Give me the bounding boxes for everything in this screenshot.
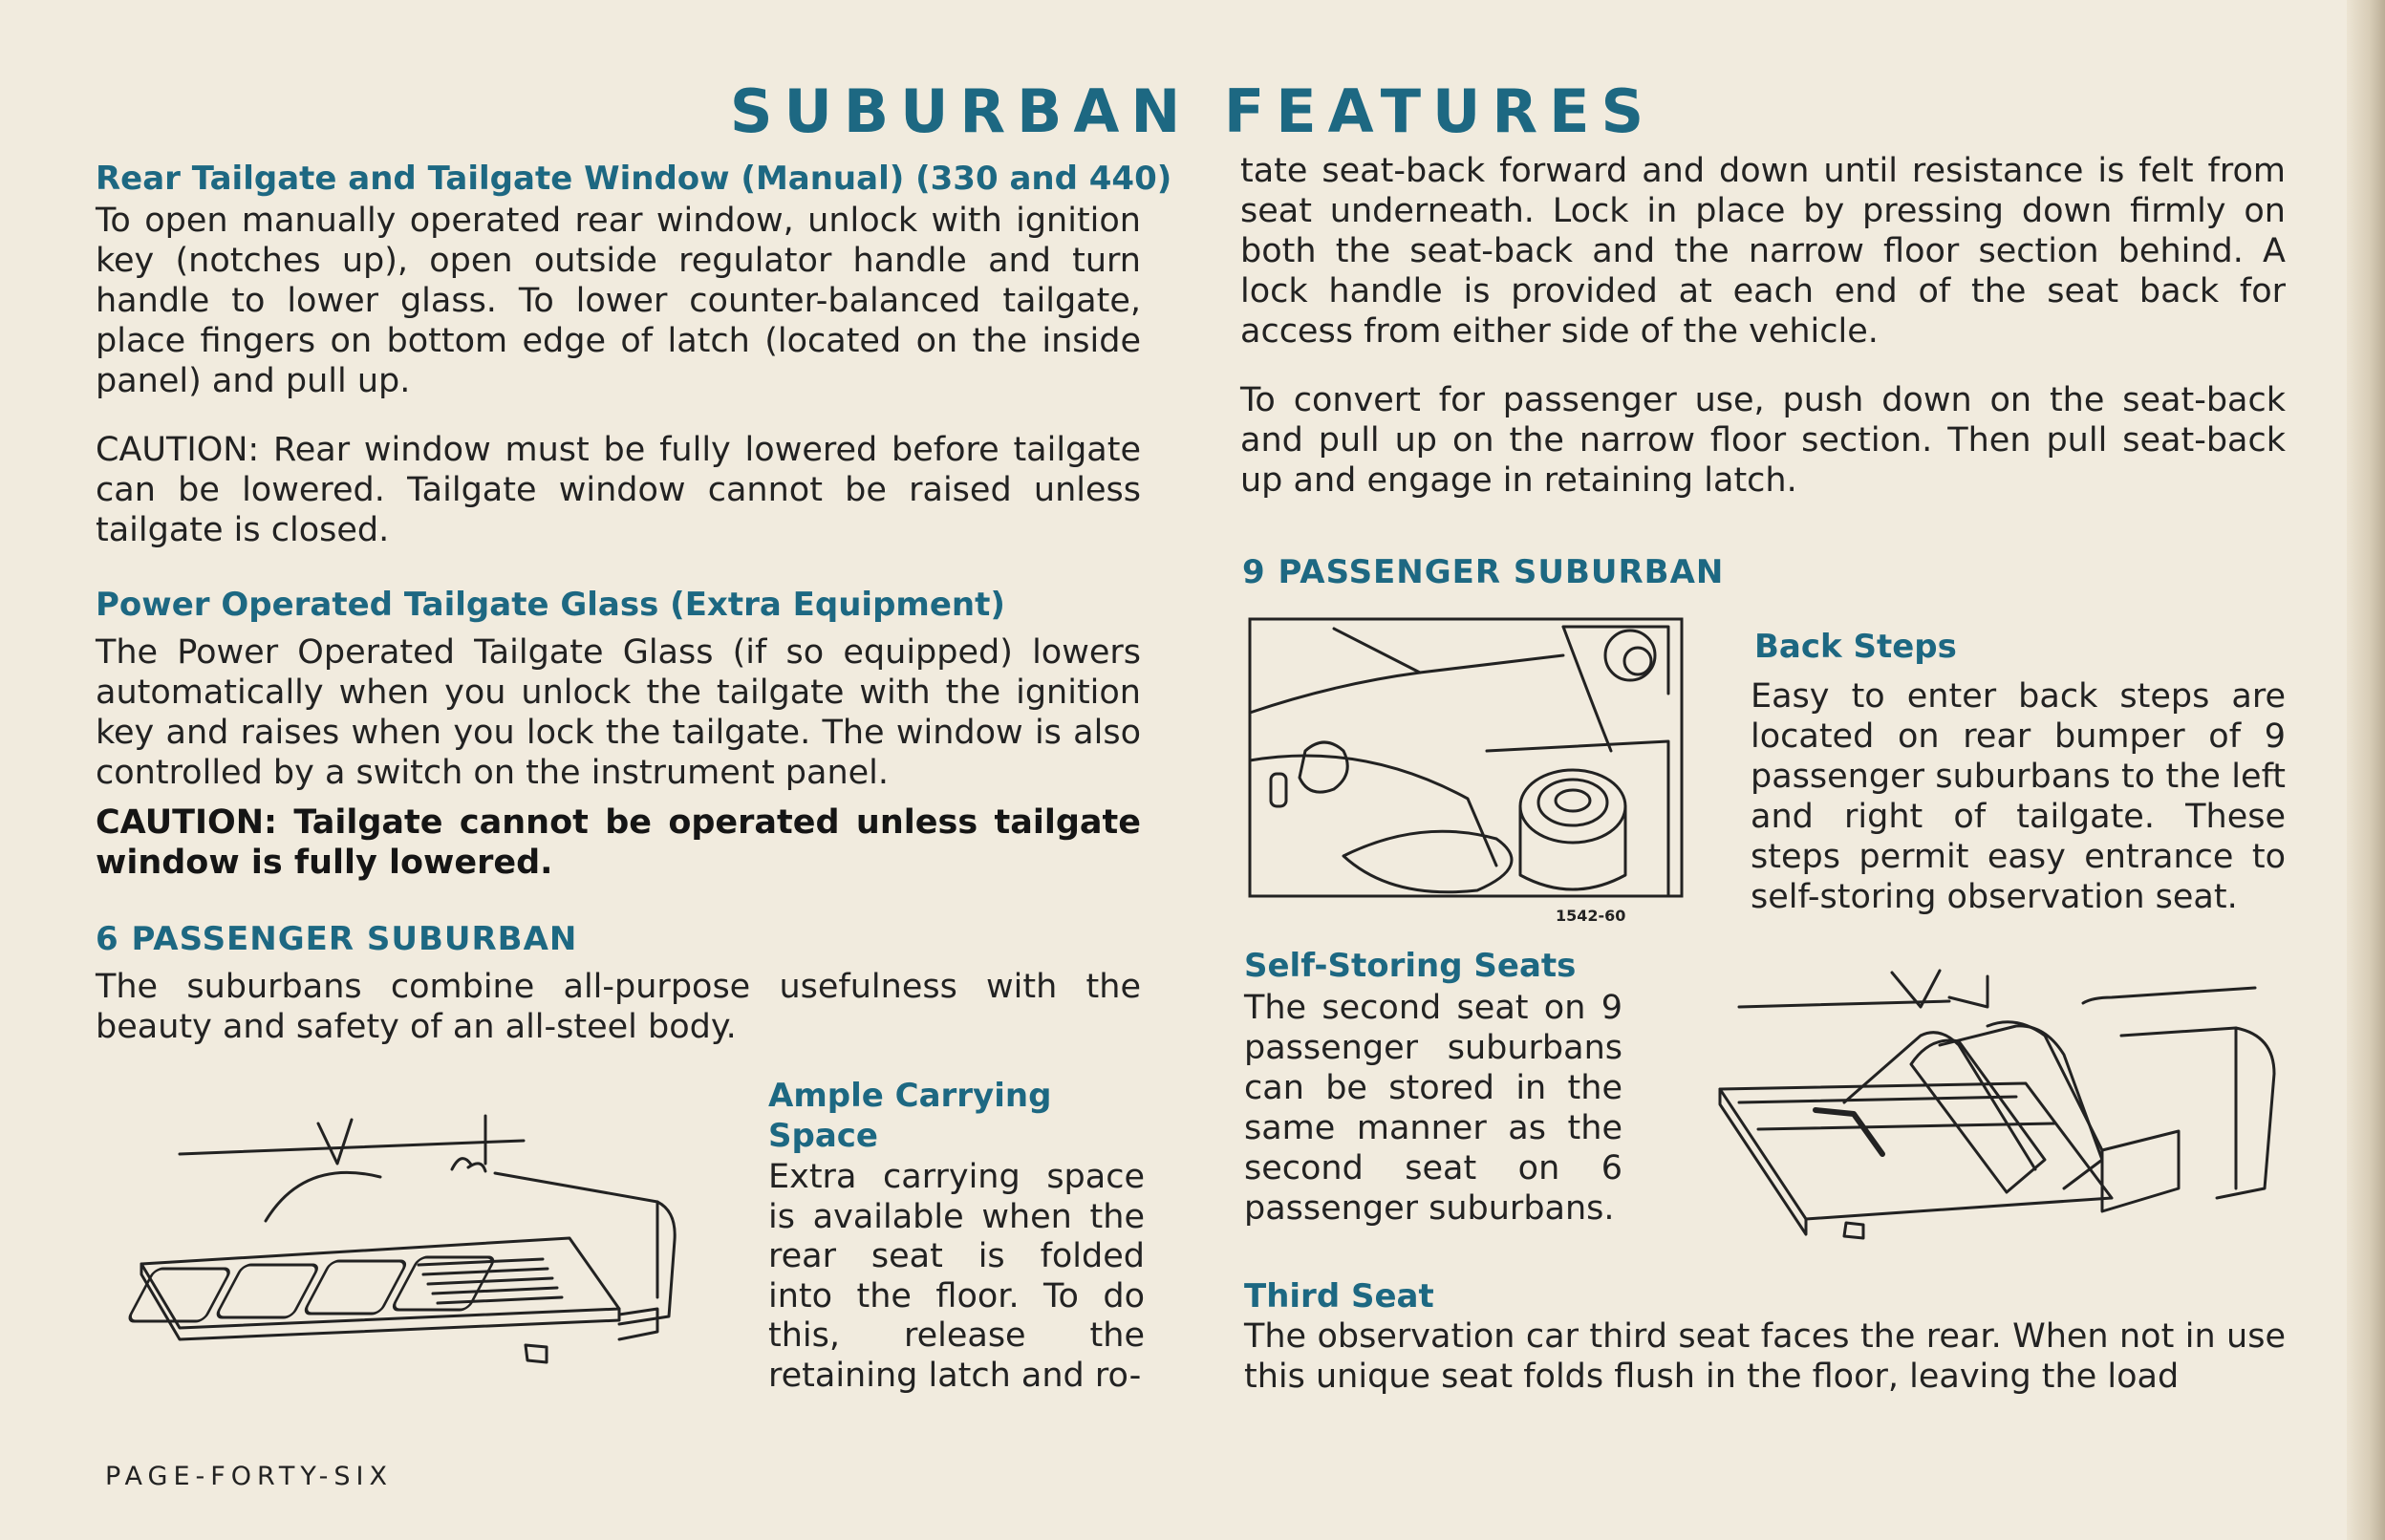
six-passenger-heading: 6 PASSENGER SUBURBAN bbox=[96, 920, 578, 958]
ample-heading-line2: Space bbox=[768, 1117, 878, 1155]
cargo-floor-illustration bbox=[122, 1097, 696, 1364]
tailgate-heading: Rear Tailgate and Tailgate Window (Manual) (330 and 440) bbox=[96, 160, 1172, 198]
self-storing-heading: Self-Storing Seats bbox=[1244, 947, 1577, 985]
third-seat-body: The observation car third seat faces the rear. When not in use this unique seat folds flush in the floor, leaving the load bbox=[1244, 1317, 2286, 1396]
self-storing-body: The second seat on 9 passenger suburbans can be stored in the same manner as the second seat on 6 passenger suburbans. bbox=[1244, 989, 1622, 1228]
six-passenger-body: The suburbans combine all-purpose usefulness with the beauty and safety of an all-steel body. bbox=[96, 968, 1141, 1046]
convert-body: To convert for passenger use, push down on the seat-back and pull up on the narrow floor section. Then pull seat-back up and engage in retaining latch. bbox=[1240, 381, 2286, 500]
ample-body: Extra carrying space is available when the rear seat is folded into the floor. To do this, release the retaining latch and ro- bbox=[768, 1158, 1145, 1395]
page-title: SUBURBAN FEATURES bbox=[729, 76, 1656, 146]
back-steps-body: Easy to enter back steps are located on rear bumper of 9 passenger suburbans to the left and right of tailgate. These steps permit easy entrance to self-storing observation seat. bbox=[1751, 677, 2286, 916]
power-heading: Power Operated Tailgate Glass (Extra Equipment) bbox=[96, 586, 1005, 624]
page-folio: PAGE-FORTY-SIX bbox=[105, 1462, 393, 1491]
tailgate-body: To open manually operated rear window, unlock with ignition key (notches up), open outside regulator handle and turn handle to lower glass. To lower counter-balanced tailgate, place fingers on bottom edge of latch (located on the inside panel) and pull up. bbox=[96, 202, 1141, 400]
ample-heading-line1: Ample Carrying bbox=[768, 1077, 1052, 1115]
power-body: The Power Operated Tailgate Glass (if so equipped) lowers automatically when you unlock the tailgate with the ignition key and raises when you lock the tailgate. The window is also controlled by a switch on the instrument panel. bbox=[96, 633, 1141, 792]
folding-seat-illustration bbox=[1701, 969, 2284, 1246]
page-edge bbox=[2347, 0, 2385, 1540]
third-seat-heading: Third Seat bbox=[1244, 1277, 1434, 1315]
back-steps-heading: Back Steps bbox=[1754, 628, 1957, 666]
seat-back-continued: tate seat-back forward and down until resistance is felt from seat underneath. Lock in place by pressing down firmly on both the seat-back and the narrow floor section behind. A lock handle is provided at each end of the seat back for access from either side of the vehicle. bbox=[1240, 152, 2286, 351]
tailgate-caution: CAUTION: Rear window must be fully lowered before tailgate can be lowered. Tailgate window cannot be raised unless tailgate is closed. bbox=[96, 431, 1141, 549]
power-caution: CAUTION: Tailgate cannot be operated unless tailgate window is fully lowered. bbox=[96, 803, 1141, 882]
back-steps-illustration bbox=[1248, 617, 1684, 929]
figure-label: 1542-60 bbox=[1556, 907, 1626, 925]
nine-passenger-heading: 9 PASSENGER SUBURBAN bbox=[1242, 553, 1725, 591]
